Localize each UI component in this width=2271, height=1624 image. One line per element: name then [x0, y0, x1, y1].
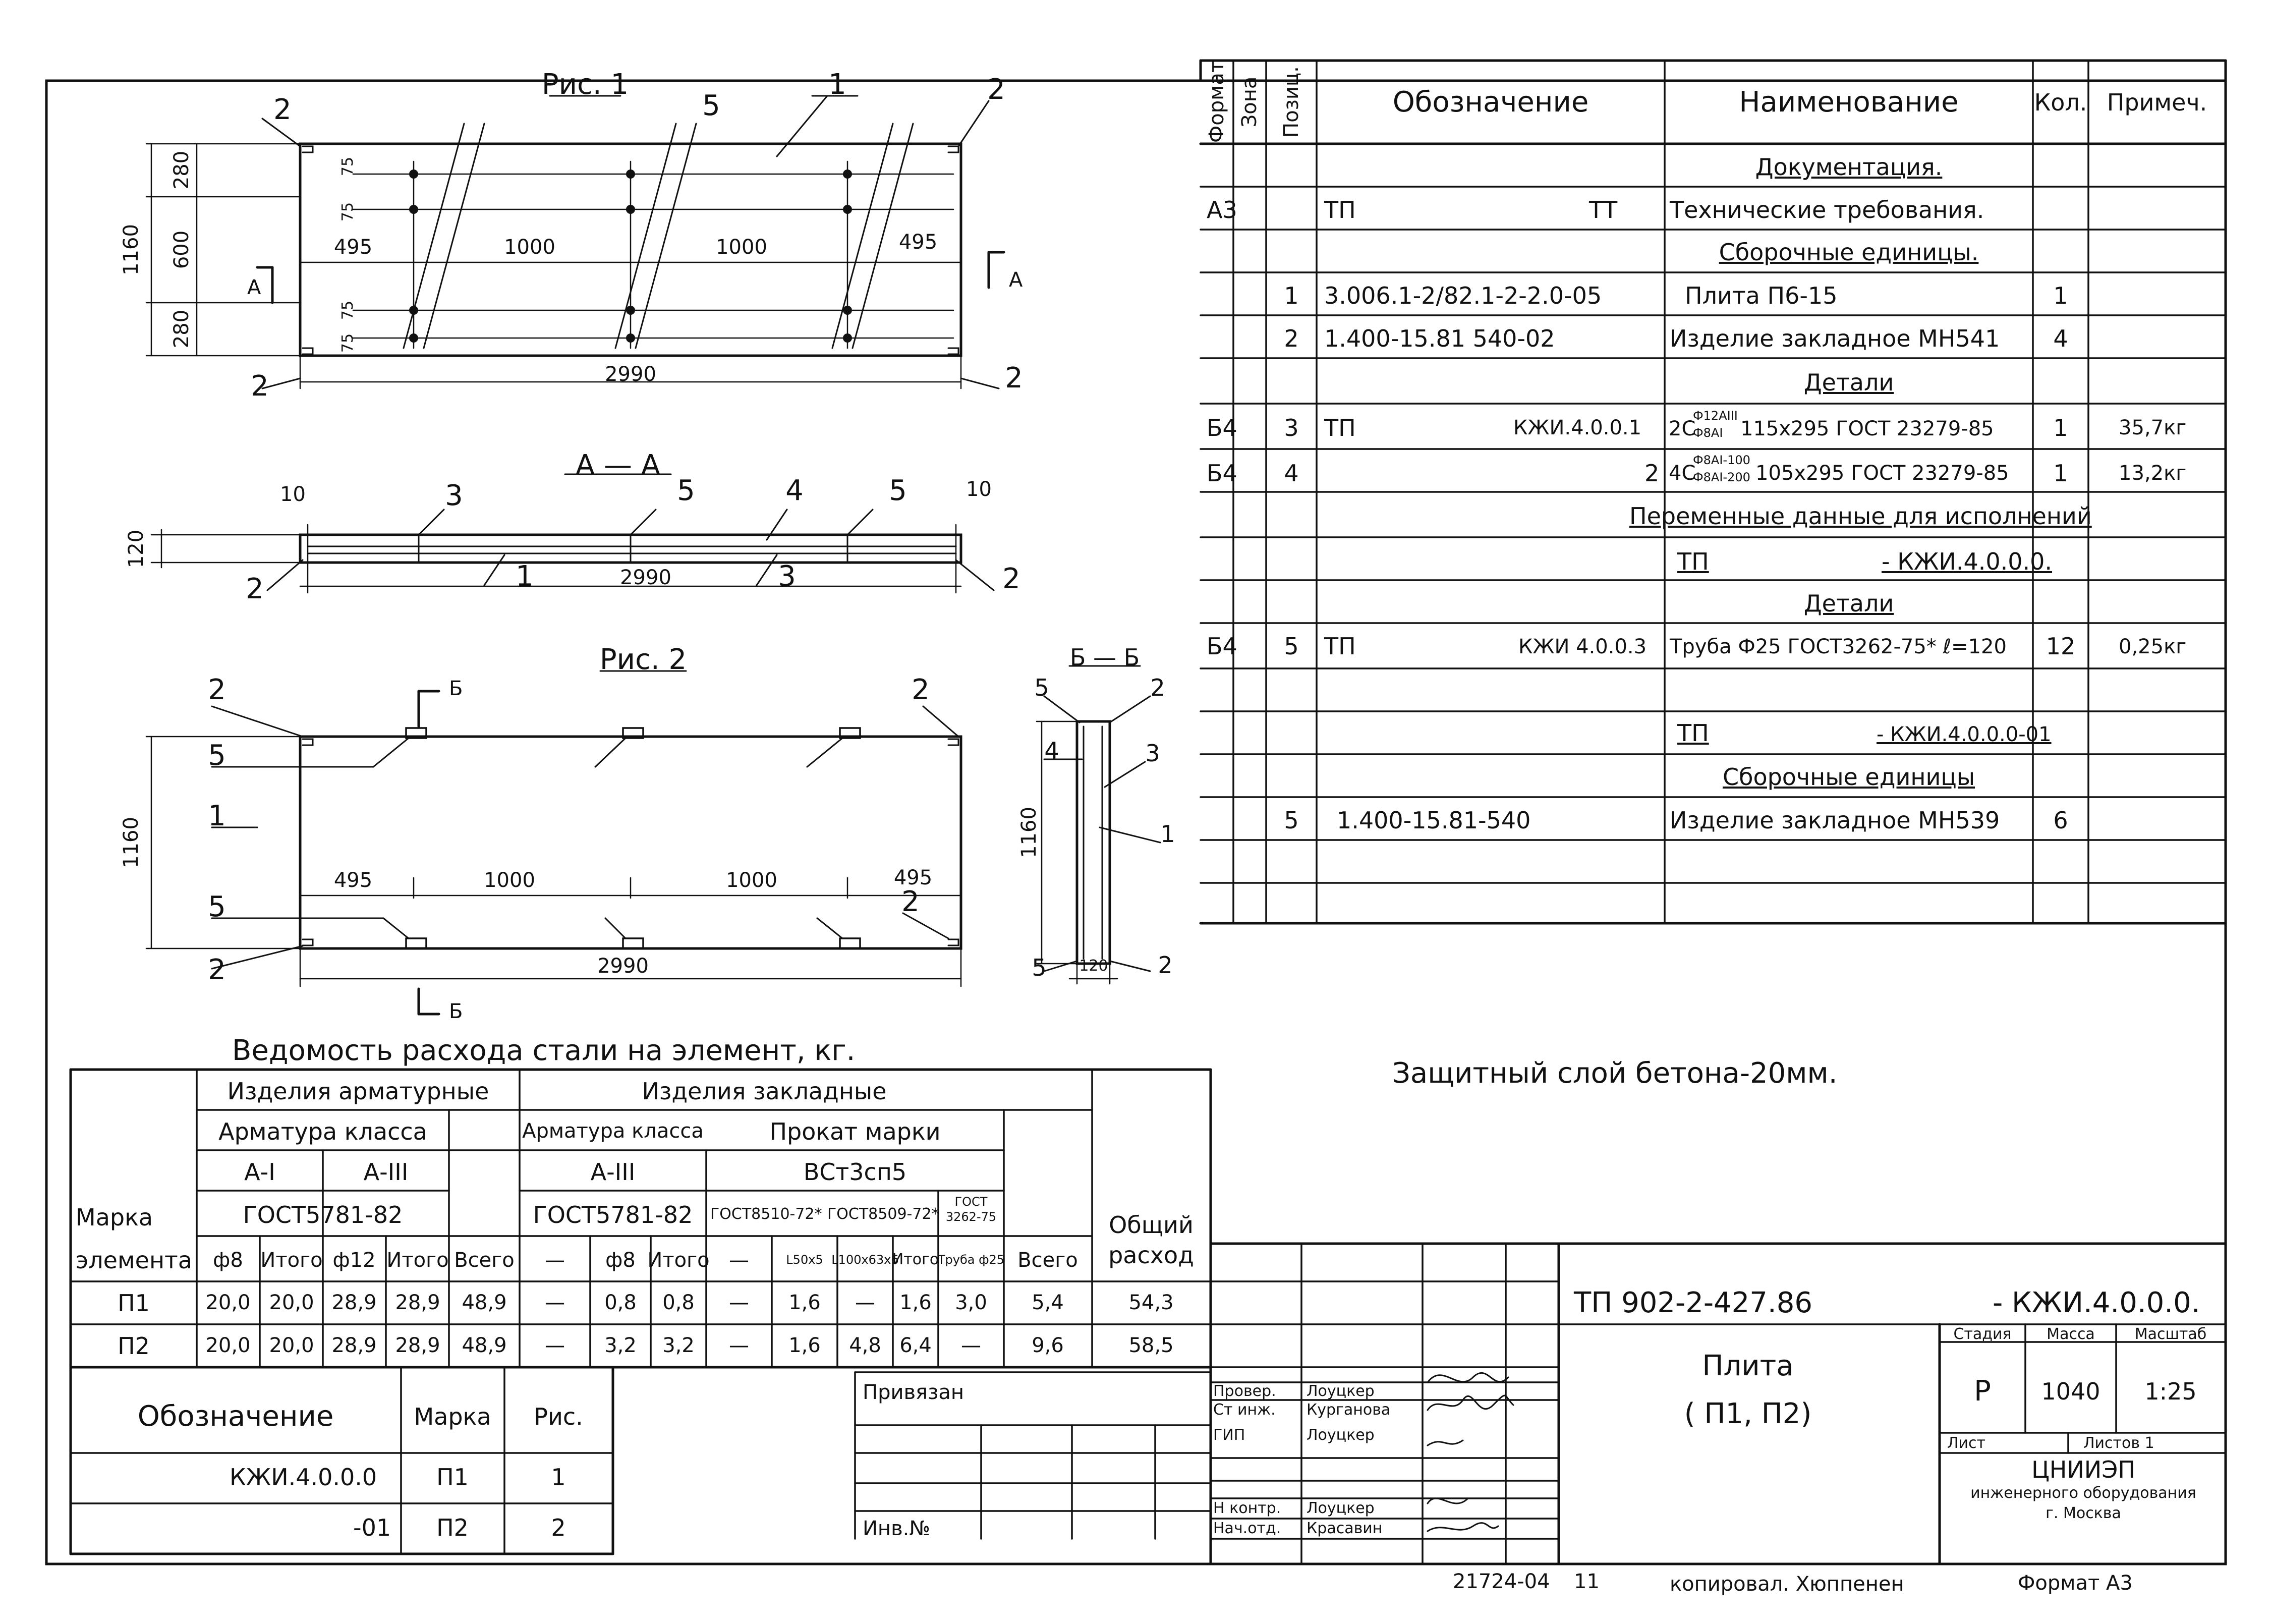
fig1-dim-75-a: 75: [339, 156, 357, 177]
section-aa-dim-120: 120: [125, 529, 148, 569]
spec-r5-format: Б4: [1207, 633, 1237, 660]
steel-row1-c3: 28,9: [331, 1291, 377, 1314]
fig2-dim-495-left: 495: [333, 869, 373, 892]
section-bb-callout-5-bottom: 5: [1032, 954, 1047, 981]
steel-sub-9: —: [729, 1249, 749, 1272]
steel-row1-c13: 3,0: [955, 1291, 987, 1314]
spec-section-assembly-2: Сборочные единицы: [1722, 763, 1975, 791]
spec-r3-pos: 3: [1284, 414, 1299, 441]
steel-sub-8: Итого: [647, 1249, 710, 1272]
footer-page-number: 11: [1574, 1570, 1600, 1593]
steel-header-rebar: Изделия арматурные: [227, 1078, 489, 1105]
concrete-cover-note: Защитный слой бетона-20мм.: [1392, 1057, 1838, 1090]
spec-r3-name-a: 2С: [1669, 417, 1696, 440]
spec-r2-pos: 2: [1284, 325, 1299, 352]
fig1-title: Рис. 1: [541, 68, 629, 101]
title-document-code: - КЖИ.4.0.0.0.: [1993, 1286, 2200, 1319]
steel-header-total-2: расход: [1108, 1242, 1194, 1269]
steel-row2-c3: 28,9: [331, 1334, 377, 1357]
spec-variant1-b: - КЖИ.4.0.0.0.: [1882, 548, 2053, 575]
steel-header-gost-5b: 3262-75: [945, 1210, 997, 1224]
fig1-dim-495-right: 495: [898, 231, 938, 254]
steel-row2-c4: 28,9: [395, 1334, 440, 1357]
signer-role-2: Ст инж.: [1213, 1401, 1276, 1419]
steel-row2-c9: —: [729, 1334, 749, 1357]
spec-r4-name-b1: Ф8АI-100: [1693, 453, 1750, 467]
spec-r4-pos: 4: [1284, 460, 1299, 487]
fig1-dim-1000-b: 1000: [716, 236, 767, 259]
spec-header-designation: Обозначение: [1392, 86, 1589, 119]
fig1-dim-75-d: 75: [339, 333, 357, 353]
spec-r4-name-b2: Ф8АI-200: [1693, 470, 1750, 484]
footer-format: Формат А3: [2018, 1572, 2133, 1595]
spec-r6-name: Изделие закладное МН539: [1670, 807, 2000, 834]
section-aa-callout-2-left: 2: [246, 573, 264, 605]
title-header-stage: Стадия: [1953, 1325, 2012, 1343]
title-sheet-label: Лист: [1947, 1434, 1986, 1452]
steel-sub-13: Труба ф25: [937, 1253, 1005, 1267]
spec-r1-pos: 1: [1284, 282, 1299, 309]
section-bb-title: Б — Б: [1069, 644, 1140, 671]
steel-sub-4: Итого: [386, 1249, 449, 1272]
title-scale: 1:25: [2144, 1378, 2197, 1405]
steel-row2-c8: 3,2: [662, 1334, 695, 1357]
spec-r4-name-a: 4С: [1669, 462, 1696, 485]
steel-row1-c11: —: [855, 1291, 875, 1314]
steel-row2-c2: 20,0: [269, 1334, 314, 1357]
spec-section-details-2: Детали: [1803, 590, 1894, 617]
spec-r4-format: Б4: [1207, 460, 1237, 487]
marks-header-designation: Обозначение: [137, 1400, 334, 1433]
fig1-dim-280-top: 280: [170, 150, 193, 190]
steel-header-class-2: Арматура класса: [522, 1119, 704, 1143]
fig1-callout-2-tl: 2: [273, 93, 292, 126]
steel-row1-c7: 0,8: [604, 1291, 637, 1314]
fig2-callout-2-tr: 2: [912, 674, 930, 706]
spec-r4-designation-b: 2: [1644, 460, 1660, 487]
signer-role-1: Провер.: [1213, 1382, 1276, 1400]
steel-row1-c14: 5,4: [1032, 1291, 1064, 1314]
fig2-callout-1: 1: [208, 800, 226, 832]
fig2-callout-2-bl: 2: [208, 954, 226, 986]
steel-header-gost-1: ГОСТ5781-82: [243, 1201, 403, 1228]
spec-r1-qty: 1: [2053, 282, 2068, 309]
spec-doc-name: Технические требования.: [1670, 196, 1984, 223]
fig2-cut-label-bottom: Б: [449, 1000, 463, 1023]
spec-section-variable: Переменные данные для исполнений: [1629, 502, 2092, 530]
spec-r1-designation: 3.006.1-2/82.1-2-2.0-05: [1324, 282, 1602, 309]
spec-header-position: Позиц.: [1280, 66, 1303, 138]
spec-r6-qty: 6: [2053, 807, 2068, 834]
spec-header-name: Наименование: [1739, 86, 1959, 119]
steel-header-a3: А-III: [363, 1158, 409, 1186]
steel-row1-c12: 1,6: [899, 1291, 932, 1314]
spec-r3-name-b2: Ф8АI: [1693, 426, 1723, 440]
title-stage: Р: [1974, 1375, 1991, 1408]
steel-header-embedded: Изделия закладные: [642, 1078, 887, 1105]
fig2-cut-label-top: Б: [449, 677, 463, 700]
steel-row2-c13: —: [961, 1334, 981, 1357]
fig1-cut-label-right: А: [1009, 268, 1023, 292]
spec-r3-qty: 1: [2053, 414, 2068, 441]
signer-role-5: Нач.отд.: [1213, 1520, 1281, 1537]
steel-row2-c14: 9,6: [1032, 1334, 1064, 1357]
fig1-callout-2-bl: 2: [251, 370, 269, 403]
footer-archive-number: 21724-04: [1453, 1570, 1550, 1593]
section-bb-callout-1: 1: [1160, 820, 1175, 848]
section-aa-callout-1: 1: [516, 560, 534, 593]
steel-row2-c1: 20,0: [205, 1334, 251, 1357]
title-name-2: ( П1, П2): [1684, 1397, 1812, 1430]
fig2-callout-5-top: 5: [208, 739, 226, 772]
steel-sub-14: Всего: [1017, 1249, 1078, 1272]
steel-header-gost-3: ГОСТ8510-72*: [710, 1205, 822, 1223]
section-bb-callout-5-top: 5: [1034, 674, 1049, 701]
steel-row2-c11: 4,8: [849, 1334, 881, 1357]
steel-row1-mark: П1: [118, 1290, 150, 1317]
section-bb-dim-120: 120: [1079, 957, 1108, 975]
steel-row1-c9: —: [729, 1291, 749, 1314]
spec-doc-designation-a: ТП: [1324, 196, 1356, 223]
spec-section-documentation: Документация.: [1755, 153, 1943, 181]
spec-r4-name-c: 105x295 ГОСТ 23279-85: [1755, 462, 2009, 485]
spec-r3-name-c: 115x295 ГОСТ 23279-85: [1740, 417, 1994, 440]
steel-sub-1: ф8: [213, 1249, 243, 1272]
steel-sub-7: ф8: [605, 1249, 636, 1272]
section-aa-dim-10-left: 10: [280, 483, 306, 506]
fig2-callout-2-br: 2: [901, 885, 920, 918]
spec-r5-qty: 12: [2046, 633, 2076, 660]
steel-row1-c8: 0,8: [662, 1291, 695, 1314]
spec-header-qty: Кол.: [2034, 89, 2087, 116]
marks-header-mark: Марка: [414, 1403, 491, 1430]
spec-r3-format: Б4: [1207, 414, 1237, 441]
spec-r3-designation-a: ТП: [1324, 414, 1356, 441]
steel-header-gost-2: ГОСТ5781-82: [533, 1201, 693, 1228]
spec-r3-note: 35,7кг: [2119, 416, 2187, 439]
spec-r1-name: Плита П6-15: [1685, 282, 1838, 309]
steel-row2-c5: 48,9: [462, 1334, 507, 1357]
signer-name-2: Курганова: [1307, 1401, 1391, 1419]
section-aa-dim-10-right: 10: [966, 478, 992, 501]
marks-header-figure: Рис.: [534, 1403, 583, 1430]
spec-variant2-b: - КЖИ.4.0.0.0-01: [1877, 723, 2052, 746]
steel-sub-12: Итого: [892, 1251, 939, 1268]
spec-r4-qty: 1: [2053, 460, 2068, 487]
section-aa-callout-5a: 5: [677, 474, 695, 507]
spec-r6-designation: 1.400-15.81-540: [1337, 807, 1531, 834]
fig2-dim-1000-a: 1000: [484, 869, 535, 892]
section-bb-dim-height: 1160: [1017, 807, 1041, 858]
title-document-number: ТП 902-2-427.86: [1574, 1286, 1812, 1319]
title-header-mass: Масса: [2047, 1325, 2095, 1343]
title-organization-city: г. Москва: [2046, 1504, 2121, 1522]
footer-copied-by: копировал. Хюппенен: [1670, 1573, 1904, 1596]
spec-r3-name-b1: Ф12АIII: [1693, 409, 1738, 423]
steel-header-gost-5a: ГОСТ: [954, 1195, 988, 1209]
fig1-callout-5: 5: [702, 89, 720, 122]
spec-doc-format: А3: [1207, 196, 1237, 223]
signer-role-4: Н контр.: [1213, 1499, 1281, 1517]
fig2-callout-2-tl: 2: [208, 674, 226, 706]
fig1-dim-495-left: 495: [333, 236, 373, 259]
title-organization: ЦНИИЭП: [2031, 1456, 2135, 1483]
section-bb-callout-2-bottom: 2: [1158, 951, 1173, 979]
steel-sub-11: L100x63x6: [831, 1253, 899, 1267]
spec-r2-designation: 1.400-15.81 540-02: [1324, 325, 1555, 352]
fig1-dim-280-bottom: 280: [170, 309, 193, 349]
spec-variant1-a: ТП: [1677, 548, 1709, 575]
fig2-dim-length: 2990: [597, 955, 649, 978]
steel-header-mark-2: элемента: [76, 1247, 193, 1274]
section-aa-callout-3: 3: [445, 479, 463, 512]
fig2-title: Рис. 2: [599, 643, 687, 676]
marks-row1-figure: 1: [551, 1464, 566, 1491]
title-organization-dept: инженерного оборудования: [1970, 1484, 2196, 1502]
steel-row1-total: 54,3: [1128, 1291, 1174, 1314]
steel-row1-c10: 1,6: [788, 1291, 821, 1314]
fig2-dim-1000-b: 1000: [726, 869, 777, 892]
section-bb-callout-4: 4: [1044, 737, 1059, 764]
spec-header-note: Примеч.: [2107, 89, 2207, 116]
fig1-dim-height: 1160: [120, 224, 143, 275]
spec-r5-note: 0,25кг: [2119, 635, 2187, 658]
marks-row1-designation: КЖИ.4.0.0.0: [230, 1464, 377, 1491]
title-mass: 1040: [2041, 1378, 2100, 1405]
spec-r6-pos: 5: [1284, 807, 1299, 834]
fig1-dim-75-b: 75: [339, 202, 357, 222]
section-aa-callout-5b: 5: [889, 474, 907, 507]
steel-header-total-1: Общий: [1109, 1211, 1194, 1239]
steel-row2-mark: П2: [118, 1332, 150, 1360]
spec-r5-designation-a: ТП: [1324, 633, 1356, 660]
spec-doc-designation-b: ТТ: [1589, 196, 1618, 223]
binding-label: Привязан: [863, 1381, 964, 1404]
fig1-dim-length: 2990: [605, 363, 656, 386]
steel-header-rolled: Прокат марки: [769, 1118, 941, 1145]
spec-r5-designation-b: КЖИ 4.0.0.3: [1518, 635, 1647, 658]
title-sheets-count: Листов 1: [2083, 1434, 2154, 1452]
steel-sub-2: Итого: [260, 1249, 323, 1272]
steel-row2-c12: 6,4: [899, 1334, 932, 1357]
marks-row2-mark: П2: [436, 1514, 469, 1541]
steel-header-a3-embedded: А-III: [590, 1158, 636, 1186]
steel-row2-c7: 3,2: [604, 1334, 637, 1357]
steel-row1-c5: 48,9: [462, 1291, 507, 1314]
signer-name-1: Лоуцкер: [1307, 1382, 1375, 1400]
spec-variant2-a: ТП: [1677, 719, 1709, 747]
steel-row1-c1: 20,0: [205, 1291, 251, 1314]
signer-name-5: Красавин: [1307, 1520, 1383, 1537]
spec-r5-pos: 5: [1284, 633, 1299, 660]
spec-r3-designation-b: КЖИ.4.0.0.1: [1513, 416, 1642, 439]
section-bb-callout-2-top: 2: [1150, 674, 1165, 701]
steel-sub-5: Всего: [454, 1249, 515, 1272]
steel-row2-c10: 1,6: [788, 1334, 821, 1357]
fig1-callout-2-tr: 2: [987, 73, 1005, 106]
section-aa-title: А — А: [575, 449, 661, 482]
title-name-1: Плита: [1702, 1350, 1794, 1382]
fig1-callout-2-br: 2: [1005, 362, 1023, 395]
section-aa-callout-4: 4: [785, 474, 804, 507]
marks-row1-mark: П1: [436, 1464, 469, 1491]
steel-header-steel-grade: ВСт3сп5: [803, 1158, 907, 1186]
steel-row1-c4: 28,9: [395, 1291, 440, 1314]
spec-header-format: Формат: [1205, 61, 1228, 143]
steel-row2-total: 58,5: [1128, 1334, 1174, 1357]
steel-sub-3: ф12: [332, 1249, 376, 1272]
fig2-dim-495-right: 495: [893, 866, 933, 889]
spec-section-details-1: Детали: [1803, 369, 1894, 396]
fig2-callout-5-bottom: 5: [208, 890, 226, 923]
spec-r2-qty: 4: [2053, 325, 2068, 352]
steel-sub-10: L50x5: [786, 1253, 823, 1267]
steel-table-title: Ведомость расхода стали на элемент, кг.: [232, 1034, 856, 1067]
spec-section-assembly-1: Сборочные единицы.: [1719, 239, 1979, 266]
section-aa-callout-2-right: 2: [1002, 563, 1020, 595]
spec-r4-note: 13,2кг: [2119, 462, 2187, 485]
spec-r5-name: Труба Ф25 ГОСТ3262-75* ℓ=120: [1670, 635, 2007, 658]
section-bb-callout-3: 3: [1145, 740, 1160, 767]
title-header-scale: Масштаб: [2134, 1325, 2207, 1343]
steel-row1-c2: 20,0: [269, 1291, 314, 1314]
spec-r2-name: Изделие закладное МН541: [1670, 325, 2000, 352]
marks-row2-figure: 2: [551, 1514, 566, 1541]
signer-name-4: Лоуцкер: [1307, 1499, 1375, 1517]
steel-sub-6: —: [545, 1249, 565, 1272]
signer-name-3: Лоуцкер: [1307, 1426, 1375, 1444]
marks-row2-designation: -01: [353, 1514, 391, 1541]
steel-header-a1: А-I: [244, 1158, 275, 1186]
section-aa-callout-3b: 3: [778, 560, 796, 593]
steel-row1-c6: —: [545, 1291, 565, 1314]
fig2-dim-height: 1160: [120, 817, 143, 868]
fig1-dim-1000-a: 1000: [504, 236, 555, 259]
steel-header-mark-1: Марка: [76, 1204, 153, 1231]
signer-role-3: ГИП: [1213, 1426, 1245, 1444]
steel-header-class-1: Арматура класса: [218, 1118, 427, 1145]
inventory-number-label: Инв.№: [863, 1517, 930, 1540]
fig1-dim-600: 600: [170, 230, 193, 269]
fig1-cut-label-left: А: [247, 276, 261, 299]
steel-header-gost-4: ГОСТ8509-72*: [827, 1205, 939, 1223]
steel-row2-c6: —: [545, 1334, 565, 1357]
spec-header-zone: Зона: [1238, 76, 1261, 128]
section-aa-dim-length: 2990: [620, 566, 671, 589]
fig1-dim-75-c: 75: [339, 300, 357, 320]
fig1-callout-1: 1: [828, 68, 846, 101]
